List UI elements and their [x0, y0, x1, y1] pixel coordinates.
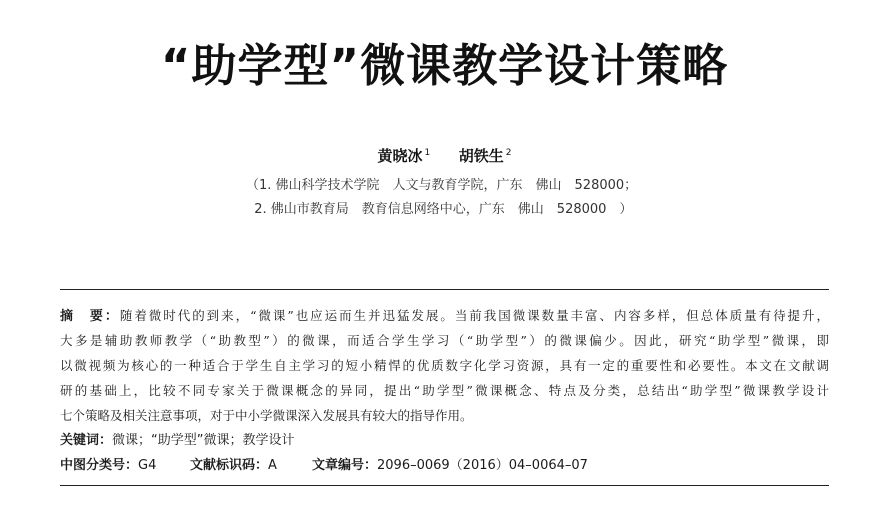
- doc-code-value: A: [268, 458, 277, 473]
- author-name: 胡铁生: [458, 147, 504, 165]
- affiliation-line: （1. 佛山科学技术学院 人文与教育学院，广东 佛山 528000；: [246, 178, 638, 193]
- author-affiliation-mark: 1: [424, 148, 431, 158]
- article-number-label: 文章编号：: [312, 458, 378, 473]
- abstract-line: [60, 303, 829, 328]
- author-line: [0, 142, 889, 167]
- abstract-text: 随着微时代的到来，“微课”也应运而生并迅猛发展。当前我国微课数量丰富、内容多样，但总体质量有待提升，: [119, 308, 829, 323]
- abstract-line: 以微视频为核心的一种适合于学生自主学习的短小精悍的优质数字化学习资源，具有一定的重要性和必要性。本文在文献调: [60, 358, 829, 373]
- doc-code-label: 文献标识码：: [190, 458, 269, 473]
- classification-line: [60, 455, 588, 477]
- abstract-label: 摘 要：: [60, 309, 120, 324]
- paper-title: “助学型”微课教学设计策略: [160, 39, 729, 92]
- keywords-label: 关键词：: [60, 433, 113, 448]
- clc-number: [60, 455, 190, 477]
- clc-label: 中图分类号：: [60, 458, 139, 473]
- affiliation-line: 2. 佛山市教育局 教育信息网络中心，广东 佛山 528000 ）: [246, 202, 633, 217]
- author-affiliation-mark: 2: [505, 148, 512, 158]
- abstract-line: 大多是辅助教师教学（“助教型”）的微课，而适合学生学习（“助学型”）的微课偏少。因此，研究“助学型”微课，即: [60, 333, 829, 348]
- top-divider: [60, 289, 829, 290]
- abstract-line: 研的基础上，比较不同专家关于微课概念的异同，提出“助学型”微课概念、特点及分类，总结出“助学型”微课教学设计: [60, 383, 829, 398]
- keywords-line: [60, 430, 295, 452]
- keywords-value: 微课；“助学型”微课；教学设计: [112, 433, 295, 448]
- clc-value: G4: [138, 458, 157, 473]
- abstract-line: 七个策略及相关注意事项，对于中小学微课深入发展具有较大的指导作用。: [60, 408, 473, 423]
- article-number: [312, 455, 588, 477]
- document-code: [190, 455, 312, 477]
- bottom-divider: [60, 485, 829, 486]
- abstract-block: [60, 303, 829, 428]
- article-number-value: 2096–0069（2016）04–0064–07: [377, 458, 588, 473]
- author-name: 黄晓冰: [377, 147, 423, 165]
